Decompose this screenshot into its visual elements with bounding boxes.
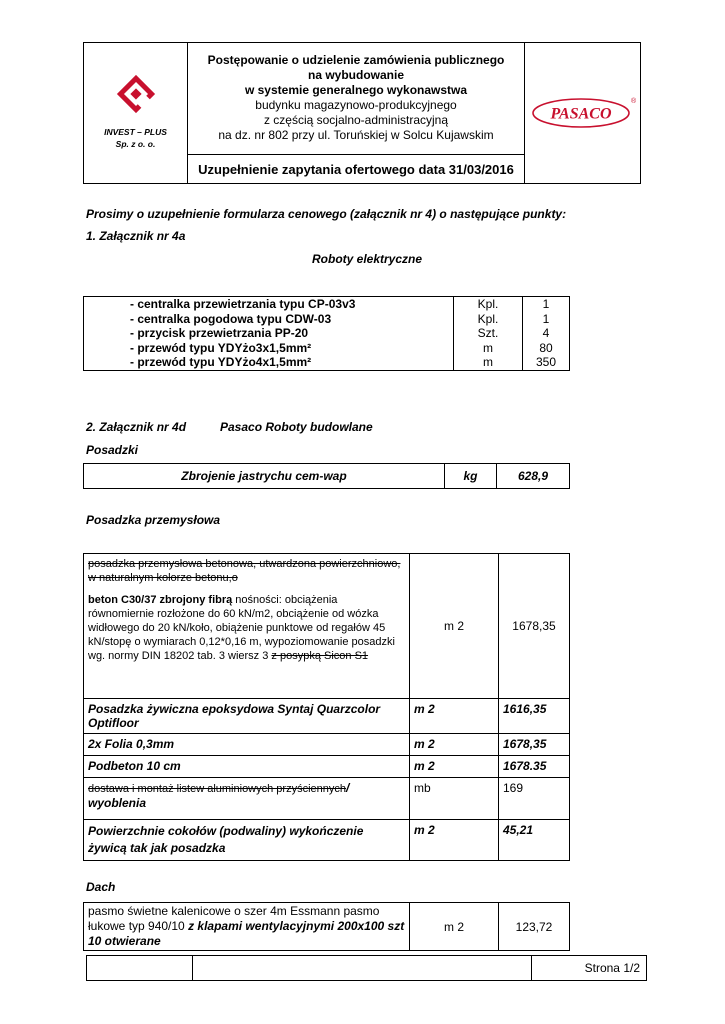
section1-heading: Roboty elektryczne [312, 252, 423, 266]
title-line-1: Postępowanie o udzielenie zamówienia publicznego [207, 52, 505, 67]
jastrych-name: Zbrojenie jastrychu cem-wap [84, 464, 445, 489]
roof-plain: pasmo świetne kalenicowe o szer 4m Essmann pasmo łukowe typ 940/10 [88, 904, 380, 933]
roof-desc [84, 903, 410, 951]
title-line-5: z częścią socjalno-administracyjną [263, 112, 449, 127]
table-row [84, 820, 570, 861]
title-line-3: w systemie generalnego wykonawstwa [244, 82, 468, 97]
invest-plus-logo-icon [118, 76, 154, 112]
floor-desc-cell [84, 554, 410, 699]
qty-value: 350 [535, 355, 557, 369]
floor-struck-end: z posypką Sicon S1 [271, 650, 369, 662]
company-form-left: Sp. z o. o. [115, 139, 156, 149]
unit-value: Kpl. [477, 297, 499, 311]
page-number: Strona 1/2 [532, 956, 647, 981]
title-line-6: na dz. nr 802 przy ul. Toruńskiej w Solcu Kujawskim [218, 127, 494, 142]
pasaco-logo-text: PASACO [549, 105, 612, 122]
jastrych-unit: kg [445, 464, 497, 489]
qty-value: 1 [542, 311, 550, 326]
table-row [84, 554, 570, 699]
roof-qty: 123,72 [499, 903, 570, 951]
roof-unit: m 2 [410, 903, 499, 951]
floor-qty: 1678,35 [499, 554, 570, 699]
list-item: - przewód typu YDYżo4x1,5mm² [130, 355, 312, 369]
invest-plus-logo-cell [84, 43, 188, 184]
cokol-qty: 45,21 [499, 820, 570, 861]
listwy-unit: mb [410, 778, 499, 820]
table-row [84, 903, 570, 951]
page-footer [86, 955, 647, 981]
section2-label: 2. Załącznik nr 4d [86, 420, 187, 434]
posadzki-heading: Posadzki [86, 443, 139, 457]
table-row [84, 756, 570, 778]
row-name: Posadzka żywiczna epoksydowa Syntaj Quarzcolor Optifloor [84, 699, 410, 734]
list-item: - przycisk przewietrzania PP-20 [130, 326, 309, 340]
electrical-units-cell [454, 297, 523, 371]
roof-table [83, 902, 570, 951]
cokol-unit: m 2 [410, 820, 499, 861]
listwy-qty: 169 [499, 778, 570, 820]
floor-table [83, 553, 570, 861]
registered-mark: ® [630, 97, 636, 105]
pasaco-logo-icon [531, 95, 635, 129]
row-qty: 1678,35 [499, 734, 570, 756]
qty-value: 4 [542, 326, 550, 340]
unit-value: Szt. [477, 326, 499, 340]
row-name: 2x Folia 0,3mm [84, 734, 410, 756]
table-row [84, 778, 570, 820]
row-unit: m 2 [410, 699, 499, 734]
company-name-left: INVEST – PLUS [104, 127, 167, 137]
header-title-cell [188, 43, 525, 155]
jastrych-table [83, 463, 570, 489]
row-unit: m 2 [410, 734, 499, 756]
list-item: - przewód typu YDYżo3x1,5mm² [130, 340, 312, 355]
row-name: Podbeton 10 cm [84, 756, 410, 778]
intro-text: Prosimy o uzupełnienie formularza cenowego (załącznik nr 4) o następujące punkty: [86, 207, 567, 221]
unit-value: m [483, 355, 493, 369]
cokol-name: Powierzchnie cokołów (podwaliny) wykończenie żywicą tak jak posadzka [84, 820, 410, 861]
table-row [84, 734, 570, 756]
dach-heading: Dach [86, 880, 116, 894]
row-unit: m 2 [410, 756, 499, 778]
floor-struck-line: posadzka przemysłowa betonowa, utwardzona powierzchniowo, w naturalnym kolorze betonu,o [88, 558, 401, 584]
floor-desc: nośności: obciążenia równomiernie rozłożone do 60 kN/m2, obciążenie od wózka widłowego do 20 kN/koło, obiążenie punktowe od regałów 45 kN/stopę o wymiarach 0,12*0,16 m, wypoziomowanie posadzki wg. normy DIN 18202 tab. 3 wiersz 3 [88, 594, 395, 662]
header-subtitle: Uzupełnienie zapytania ofertowego data 31/03/2016 [188, 155, 525, 184]
floor-bold-start: beton C30/37 zbrojony fibrą [88, 594, 233, 606]
jastrych-qty: 628,9 [497, 464, 570, 489]
electrical-table [83, 296, 570, 371]
title-line-4: budynku magazynowo-produkcyjnego [255, 97, 457, 112]
table-row [84, 699, 570, 734]
qty-value: 1 [542, 297, 550, 311]
list-item: - centralka przewietrzania typu CP-03v3 [130, 297, 356, 311]
unit-value: Kpl. [477, 311, 499, 326]
electrical-qty-cell [523, 297, 570, 371]
unit-value: m [483, 340, 493, 355]
qty-value: 80 [539, 340, 553, 355]
floor-unit: m 2 [410, 554, 499, 699]
footer-cell-empty [193, 956, 532, 981]
listwy-rest: / wyoblenia [88, 781, 350, 810]
list-item: - centralka pogodowa typu CDW-03 [130, 311, 332, 326]
row-qty: 1616,35 [499, 699, 570, 734]
section1-label: 1. Załącznik nr 4a [86, 229, 186, 243]
footer-cell-empty [87, 956, 193, 981]
title-line-2: na wybudowanie [307, 67, 404, 82]
row-qty: 1678.35 [499, 756, 570, 778]
section2-heading: Pasaco Roboty budowlane [220, 420, 373, 434]
electrical-names-cell [84, 297, 454, 371]
przemyslowa-heading: Posadzka przemysłowa [86, 513, 221, 527]
listwy-cell [84, 778, 410, 820]
table-row [84, 464, 570, 489]
listwy-struck: dostawa i montaż listew aluminiowych przyściennych [88, 783, 346, 795]
roof-bold: z klapami wentylacyjnymi 200x100 szt 10 otwierane [88, 919, 405, 948]
pasaco-logo-cell [525, 43, 641, 184]
document-header [83, 42, 641, 184]
